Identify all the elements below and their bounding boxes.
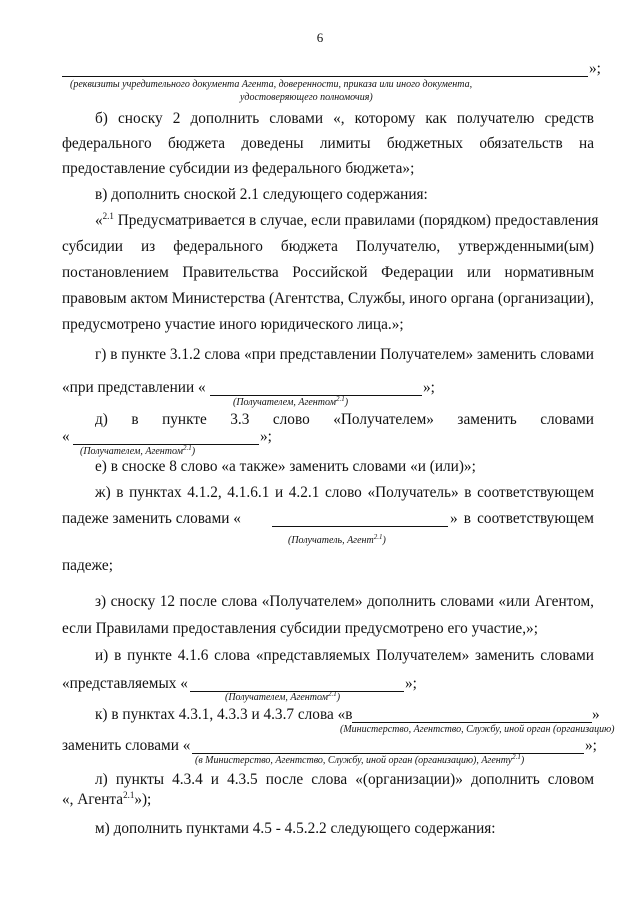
item-g-blank-line [210,395,422,396]
item-g-footnote: (Получателем, Агентом$^{2.1}$) [233,395,349,408]
item-i-line2-end: »; [405,675,417,692]
item-b-line3: предоставление субсидии из федерального бюджета»; [62,160,415,177]
item-z-line1: з) сноску 12 после слова «Получателем» дополнить словами «или Агентом, [95,593,594,610]
item-b-line1: б) сноску 2 дополнить словами «, которому как получателю средств [95,110,594,127]
item-zh-line1: ж) в пунктах 4.1.2, 4.1.6.1 и 4.2.1 слово «Получатель» в соответствующем [95,484,594,501]
item-zh-line3: падеже; [62,557,113,574]
item-m-line1: м) дополнить пунктами 4.5 - 4.5.2.2 следующего содержания: [95,820,496,837]
item-d-footnote: (Получателем, Агентом$^{2.1}$) [80,444,196,457]
requisites-footnote-line2: удостоверяющего полномочия) [240,92,373,103]
requisites-footnote-line1: (реквизиты учредительного документа Агента, доверенности, приказа или иного документа, [70,79,473,90]
quote-line5: предусмотрено участие иного юридического лица.»; [62,316,404,333]
item-g-line2-start: «при представлении « [62,379,206,396]
item-k-blank-line2 [192,753,584,754]
item-i-line2-start: «представляемых « [62,675,188,692]
quote-line4: правовым актом Министерства (Агентства, Службы, иного органа (организации), [62,290,594,307]
quote-sup: 2.1 [102,211,114,221]
item-d-line2-start: « [62,428,70,445]
item-l-line1: л) пункты 4.3.4 и 4.3.5 после слова «(организации)» дополнить словом [95,771,594,788]
item-b-line2: федерального бюджета доведены лимиты бюджетных обязательств на [62,135,594,152]
page-number: 6 [316,30,324,45]
item-l-line2: «, Агента$^{2.1}$»); [62,790,152,808]
item-g-line1: г) в пункте 3.1.2 слова «при представлении Получателем» заменить словами [95,346,594,363]
item-k-line1-end: » [592,706,600,723]
item-zh-footnote: (Получатель, Агент$^{2.1}$) [288,533,386,546]
item-k-footnote2: (в Министерство, Агентство, Службу, иной орган (организацию), Агенту$^{2.1}$) [195,753,525,766]
item-k-footnote1: (Министерство, Агентство, Службу, иной орган (организацию) [340,724,615,735]
quote-line3: постановлением Правительства Российской Федерации или нормативным [62,264,594,281]
item-d-line1: д) в пункте 3.3 слово «Получателем» заменить словами [95,411,594,428]
item-k-line2-end: »; [585,737,597,754]
item-i-footnote: (Получателем, Агентом$^{2.1}$) [225,690,341,703]
requisites-closing-quote: »; [589,60,601,77]
quote-line1-text: Предусматривается в случае, если правилами (порядком) предоставления [113,212,599,229]
item-d-blank-line [73,444,259,445]
item-zh-blank-line [272,526,448,527]
item-zh-line2-end: » в соответствующем [450,510,594,527]
item-v-line1: в) дополнить сноской 2.1 следующего содержания: [95,186,428,203]
quote-line2: субсидии из федерального бюджета Получателю, утвержденными(ым) [62,238,594,255]
requisites-blank-line [62,76,588,77]
item-zh-line2-start: падеже заменить словами « [62,510,241,527]
item-e-line1: е) в сноске 8 слово «а также» заменить словами «и (или)»; [95,458,476,475]
item-z-line2: если Правилами предоставления субсидии предусмотрено его участие,»; [62,620,538,637]
item-g-line2-end: »; [423,379,435,396]
item-k-line2-start: заменить словами « [62,737,191,754]
item-k-line1: к) в пунктах 4.3.1, 4.3.3 и 4.3.7 слова «в [95,706,353,723]
item-i-line1: и) в пункте 4.1.6 слова «представляемых Получателем» заменить словами [95,647,594,664]
quote-line1 [95,211,599,230]
item-d-line2-end: »; [260,428,272,445]
item-k-blank-line1 [352,722,592,723]
quote-open: « [95,212,103,229]
